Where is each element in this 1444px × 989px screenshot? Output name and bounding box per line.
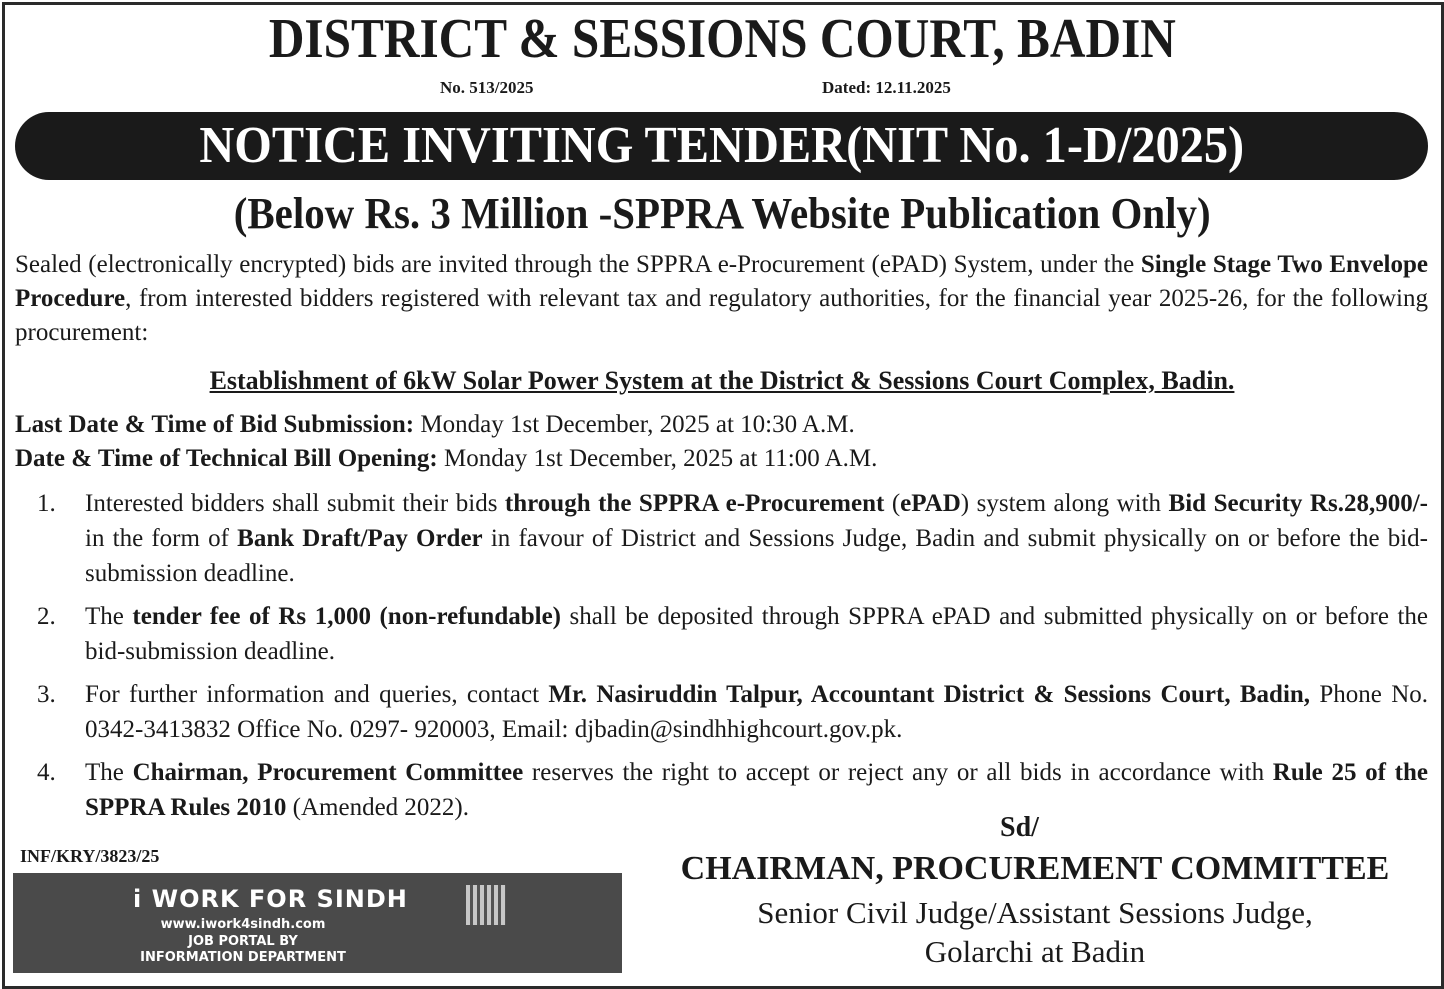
info-i-icon: i xyxy=(133,885,143,913)
department-line: INFORMATION DEPARTMENT xyxy=(140,950,346,965)
signature-mark: Sd/ xyxy=(1000,812,1039,843)
intro-paragraph: Sealed (electronically encrypted) bids are invited through the SPPRA e-Procurement (ePAD) System, under the Single Stage Two Envelope Procedure, from interested bidders registered with relevant tax and regulatory authorities, for the financial year 2025-26, for the following procurement: xyxy=(15,251,1428,346)
notice-date: Dated: 12.11.2025 xyxy=(822,78,951,97)
list-item: 3. For further information and queries, contact Mr. Nasiruddin Talpur, Accountant District & Sessions Court, Badin, Phone No. 0342-3413832 Office No. 0297- 920003, Email: djbadin@sindhhighcourt.gov.pk. xyxy=(37,681,1428,743)
signatory-designation: Senior Civil Judge/Assistant Sessions Judge, xyxy=(757,895,1313,930)
signatory-title: CHAIRMAN, PROCUREMENT COMMITTEE xyxy=(680,850,1390,887)
brand-logo: i WORK FOR SINDH xyxy=(133,885,408,913)
terms-list xyxy=(15,486,1428,833)
portal-url: www.iwork4sindh.com xyxy=(160,917,326,932)
notice-number: No. 513/2025 xyxy=(440,78,534,97)
signatory-location: Golarchi at Badin xyxy=(924,934,1146,969)
qr-code-icon xyxy=(466,885,506,925)
notice-subtitle: (Below Rs. 3 Million -SPPRA Website Publication Only) xyxy=(233,189,1211,238)
list-item: 1. Interested bidders shall submit their bids through the SPPRA e-Procurement (ePAD) system along with Bid Security Rs.28,900/- in the form of Bank Draft/Pay Order in favour of District and Sessions Judge, Badin and submit physically on or before the bid-submission deadline. xyxy=(37,490,1428,587)
reference-code: INF/KRY/3823/25 xyxy=(20,846,160,866)
portal-line: JOB PORTAL BY xyxy=(188,934,298,949)
list-item: 2. The tender fee of Rs 1,000 (non-refundable) shall be deposited through SPPRA ePAD and submitted physically on or before the bid-submission deadline. xyxy=(37,603,1429,665)
iwork4sindh-banner xyxy=(13,873,622,973)
notice-heading-banner: NOTICE INVITING TENDER(NIT No. 1-D/2025) xyxy=(15,112,1428,180)
procurement-title: Establishment of 6kW Solar Power System at the District & Sessions Court Complex, Badin. xyxy=(209,366,1235,395)
key-dates: Last Date & Time of Bid Submission: Monday 1st December, 2025 at 10:30 A.M. Date & Time of Technical Bill Opening: Monday 1st December, 2025 at 11:00 A.M. xyxy=(15,411,878,472)
court-title: DISTRICT & SESSIONS COURT, BADIN xyxy=(268,8,1176,70)
list-item: 4. The Chairman, Procurement Committee reserves the right to accept or reject any or all bids in accordance with Rule 25 of the SPPRA Rules 2010 (Amended 2022). xyxy=(37,759,1428,821)
